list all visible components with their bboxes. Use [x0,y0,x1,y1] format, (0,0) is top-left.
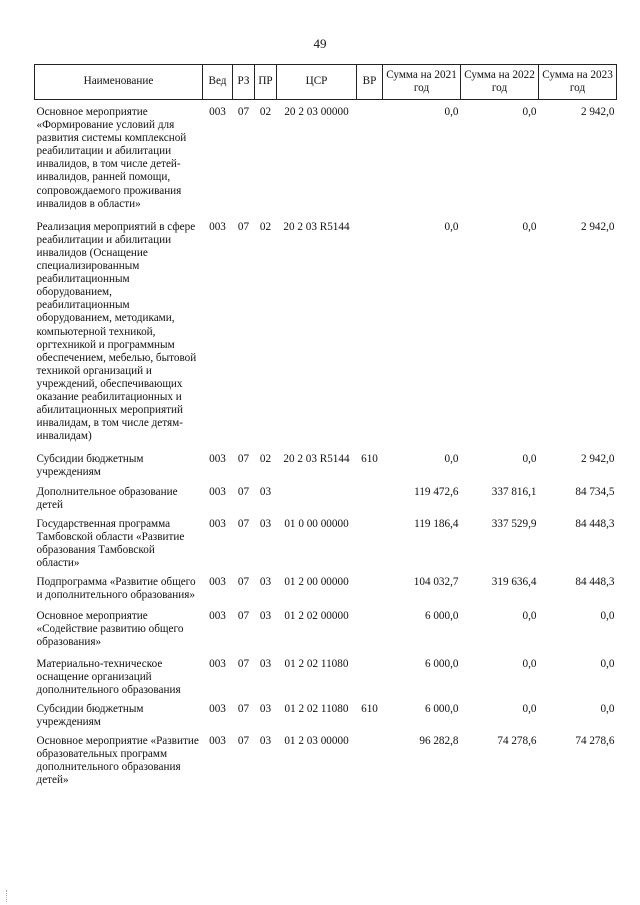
row-vr [357,729,383,787]
row-ved: 003 [209,220,226,233]
row-rz: 07 [237,517,250,530]
row-sum-2021: 0,0 [444,106,459,118]
row-csr: 01 2 00 00000 [284,576,349,589]
row-rz: 07 [237,610,250,623]
row-ved: 003 [209,735,226,748]
row-name: Реализация мероприятий в сфере реабилитации и абилитации инвалидов (Оснащение специализированным реабилитационным оборудованием, реабилитационным оборудованием, методиками, компьютерной техникой, оргтехникой и программным обеспечением, мебелью, бытовой техникой организаций и учреждений, обеспечивающих оказание реабилитационных и абилитационных мероприятий инвалидам, в том числе детям-инвалидам) [36,220,197,443]
row-sum-2021: 6 000,0 [424,610,459,623]
row-sum-2021: 104 032,7 [413,576,459,589]
row-name: Основное мероприятие «Формирование условий для развития системы комплексной реабилитации и абилитации инвалидов, в том числе детей-инвалидов, ранней помощи, сопровождаемого проживания инвалидов в области» [36,106,187,210]
row-pr: 03 [259,702,272,715]
row-ved: 003 [209,517,226,530]
row-sum-2023: 2 942,0 [580,453,615,466]
row-name: Основное мероприятие «Содействие развитию общего образования» [36,610,184,649]
row-vr [357,512,383,570]
row-csr: 01 2 02 11080 [284,702,349,715]
header-rz: РЗ [233,65,255,100]
table-row [35,443,617,479]
scan-artifact [6,890,8,902]
row-csr [277,480,357,512]
header-ved: Вед [203,65,233,100]
row-sum-2021: 119 186,4 [414,517,459,530]
row-ved: 003 [209,610,226,623]
row-pr: 03 [259,576,272,589]
row-name: Государственная программа Тамбовской области «Развитие образования Тамбовской области» [36,517,185,569]
row-sum-2022: 0,0 [522,610,537,623]
row-ved: 003 [209,453,226,466]
header-csr: ЦСР [277,65,357,100]
row-sum-2022: 74 278,6 [497,735,537,748]
row-csr: 01 2 02 11080 [284,657,349,670]
row-sum-2022: 337 529,9 [491,517,537,530]
row-vr [357,480,383,512]
budget-table [34,64,617,787]
row-sum-2023: 2 942,0 [580,220,615,233]
row-rz: 07 [237,702,250,715]
row-pr: 02 [259,453,272,466]
row-ved: 003 [209,576,226,589]
row-vr [357,100,383,211]
row-sum-2023: 84 448,3 [575,517,615,530]
header-name: Наименование [35,65,203,100]
row-sum-2022: 319 636,4 [491,576,537,589]
table-row [35,602,617,649]
row-csr: 01 2 03 00000 [284,735,349,748]
row-sum-2023: 0,0 [600,610,615,623]
row-pr: 03 [259,485,272,498]
row-name: Дополнительное образование детей [36,485,178,511]
table-body [35,100,617,788]
header-sum-2022: Сумма на 2022 год [461,65,539,100]
row-pr: 03 [259,610,272,623]
row-sum-2023: 84 448,3 [575,576,615,589]
row-pr: 03 [259,517,272,530]
row-sum-2023: 0,0 [600,702,615,715]
row-rz: 07 [237,576,250,589]
row-sum-2022: 337 816,1 [491,485,537,498]
row-sum-2022: 0,0 [522,702,537,715]
row-csr: 20 2 03 00000 [284,106,349,118]
table-row [35,650,617,697]
row-pr: 03 [259,657,272,670]
row-sum-2023: 84 734,5 [575,485,615,498]
row-sum-2023: 74 278,6 [575,735,615,748]
row-vr: 610 [361,453,378,466]
header-sum-2021: Сумма на 2021 год [383,65,461,100]
table-row [35,697,617,729]
header-sum-2023: Сумма на 2023 год [539,65,617,100]
row-vr [357,570,383,602]
table-row [35,211,617,444]
row-sum-2022: 0,0 [522,220,537,233]
row-csr: 01 2 02 00000 [284,610,349,623]
row-vr [357,650,383,697]
row-csr: 01 0 00 00000 [284,517,349,530]
row-sum-2021: 119 472,6 [414,485,459,498]
row-csr: 20 2 03 R5144 [283,453,350,466]
row-rz: 07 [237,735,250,748]
page-number: 49 [313,36,327,51]
row-ved: 003 [209,106,226,118]
row-vr: 610 [361,702,378,715]
row-pr: 02 [259,220,272,233]
header-vr: ВР [357,65,383,100]
row-pr: 02 [259,106,272,118]
row-rz: 07 [237,220,250,233]
row-name: Субсидии бюджетным учреждениям [36,453,144,479]
row-rz: 07 [237,485,250,498]
row-sum-2023: 2 942,0 [580,106,615,118]
row-sum-2022: 0,0 [522,657,537,670]
row-sum-2021: 96 282,8 [419,735,459,748]
row-name: Подпрограмма «Развитие общего и дополнительного образования» [36,576,196,602]
table-header [35,65,617,100]
row-sum-2021: 0,0 [444,453,459,466]
row-name: Основное мероприятие «Развитие образовательных программ дополнительного образования детей» [36,735,199,787]
table-row [35,729,617,787]
row-sum-2021: 6 000,0 [424,702,459,715]
row-ved: 003 [209,485,226,498]
row-sum-2023: 0,0 [600,657,615,670]
row-sum-2021: 6 000,0 [424,657,459,670]
row-sum-2022: 0,0 [522,106,537,118]
row-rz: 07 [237,657,250,670]
table-row [35,480,617,512]
row-rz: 07 [237,453,250,466]
table-row [35,512,617,570]
row-ved: 003 [209,702,226,715]
row-name: Материально-техническое оснащение организаций дополнительного образования [36,657,181,696]
table-row [35,100,617,211]
table-row [35,570,617,602]
row-sum-2022: 0,0 [522,453,537,466]
header-pr: ПР [255,65,277,100]
row-name: Субсидии бюджетным учреждениям [36,702,144,728]
row-sum-2021: 0,0 [444,220,459,233]
row-rz: 07 [237,106,250,118]
row-vr [357,211,383,444]
row-csr: 20 2 03 R5144 [283,220,350,233]
row-ved: 003 [209,657,226,670]
row-pr: 03 [259,735,272,748]
row-vr [357,602,383,649]
